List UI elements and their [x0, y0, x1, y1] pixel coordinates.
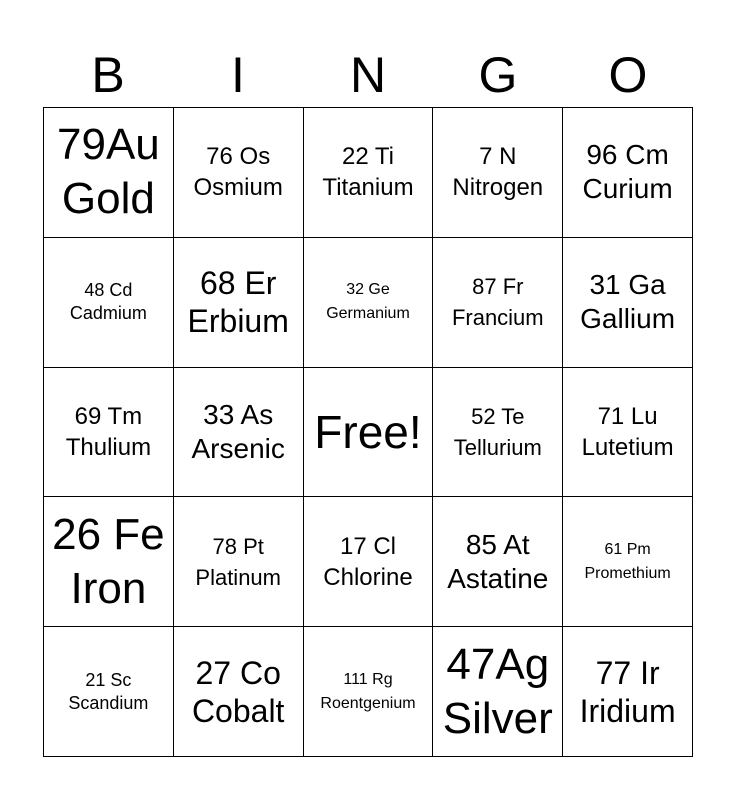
- element-name-label: Germanium: [326, 305, 410, 323]
- bingo-cell[interactable]: [433, 627, 563, 757]
- element-name-label: Tellurium: [453, 434, 542, 460]
- element-name-label: Lutetium: [581, 433, 674, 461]
- element-symbol-label: 68 Er: [199, 265, 277, 302]
- element-symbol-label: 71 Lu: [597, 402, 658, 430]
- element-symbol-label: 76 Os: [206, 143, 271, 171]
- element-name-label: Nitrogen: [452, 174, 544, 202]
- element-symbol-label: 87 Fr: [472, 274, 524, 300]
- element-name-label: Titanium: [322, 174, 414, 202]
- header-letter-o: O: [608, 47, 648, 103]
- element-symbol-label: 47Ag: [446, 639, 550, 689]
- element-name-label: Gold: [61, 174, 155, 224]
- bingo-cell[interactable]: [304, 497, 434, 627]
- element-symbol-label: 26 Fe: [52, 509, 165, 559]
- element-name-label: Promethium: [584, 564, 671, 582]
- bingo-cell[interactable]: [174, 368, 304, 498]
- header-letter-g: G: [478, 47, 518, 103]
- element-symbol-label: 77 Ir: [595, 654, 660, 691]
- bingo-cell[interactable]: [433, 368, 563, 498]
- element-symbol-label: 22 Ti: [341, 143, 394, 171]
- element-symbol-label: 52 Te: [471, 403, 525, 429]
- bingo-cell[interactable]: [433, 497, 563, 627]
- element-symbol-label: 78 Pt: [212, 533, 264, 559]
- bingo-cell[interactable]: [44, 497, 174, 627]
- element-name-label: Cadmium: [69, 303, 147, 324]
- bingo-header: [43, 42, 693, 108]
- element-name-label: Erbium: [187, 303, 289, 340]
- bingo-cell[interactable]: [44, 108, 174, 238]
- bingo-cell[interactable]: [174, 238, 304, 368]
- element-name-label: Astatine: [447, 562, 549, 594]
- bingo-cell[interactable]: [44, 627, 174, 757]
- bingo-cell[interactable]: [304, 627, 434, 757]
- bingo-cell[interactable]: [563, 497, 693, 627]
- bingo-cell[interactable]: [174, 627, 304, 757]
- element-name-label: Iron: [70, 563, 147, 613]
- element-name-label: Thulium: [65, 433, 152, 461]
- bingo-cell[interactable]: [563, 238, 693, 368]
- element-symbol-label: 17 Cl: [339, 532, 396, 560]
- bingo-cell[interactable]: [304, 108, 434, 238]
- bingo-grid: [43, 107, 693, 757]
- bingo-cell[interactable]: [433, 238, 563, 368]
- free-space-cell[interactable]: [304, 368, 434, 498]
- element-name-label: Platinum: [195, 564, 281, 590]
- element-name-label: Arsenic: [191, 432, 285, 464]
- bingo-cell[interactable]: [563, 368, 693, 498]
- element-name-label: Iridium: [579, 692, 676, 729]
- element-symbol-label: 61 Pm: [604, 540, 651, 558]
- free-space-label: Free!: [314, 405, 422, 458]
- bingo-cell[interactable]: [433, 108, 563, 238]
- element-symbol-label: 48 Cd: [84, 280, 133, 301]
- element-name-label: Curium: [582, 173, 673, 205]
- bingo-cell[interactable]: [563, 627, 693, 757]
- element-name-label: Cobalt: [191, 692, 285, 729]
- header-letter-i: I: [231, 47, 245, 103]
- bingo-cell[interactable]: [174, 497, 304, 627]
- element-name-label: Scandium: [68, 692, 149, 713]
- element-name-label: Osmium: [193, 174, 283, 202]
- element-symbol-label: 31 Ga: [589, 269, 666, 301]
- element-symbol-label: 33 As: [203, 398, 274, 430]
- bingo-cell[interactable]: [44, 238, 174, 368]
- element-symbol-label: 96 Cm: [586, 139, 669, 171]
- element-name-label: Roentgenium: [320, 694, 416, 712]
- bingo-cell[interactable]: [563, 108, 693, 238]
- element-symbol-label: 27 Co: [195, 654, 281, 691]
- element-name-label: Francium: [451, 305, 544, 331]
- element-name-label: Silver: [442, 693, 553, 743]
- element-name-label: Chlorine: [323, 563, 413, 591]
- element-name-label: Gallium: [580, 303, 676, 335]
- element-symbol-label: 85 At: [465, 528, 530, 560]
- element-symbol-label: 111 Rg: [343, 670, 393, 688]
- header-letter-n: N: [349, 47, 387, 103]
- element-symbol-label: 79Au: [57, 120, 160, 170]
- element-symbol-label: 69 Tm: [74, 402, 143, 430]
- header-letter-b: B: [91, 47, 125, 103]
- bingo-cell[interactable]: [304, 238, 434, 368]
- bingo-cell[interactable]: [174, 108, 304, 238]
- bingo-cell[interactable]: [44, 368, 174, 498]
- element-symbol-label: 7 N: [479, 143, 517, 171]
- element-symbol-label: 32 Ge: [346, 281, 390, 299]
- element-symbol-label: 21 Sc: [85, 669, 132, 690]
